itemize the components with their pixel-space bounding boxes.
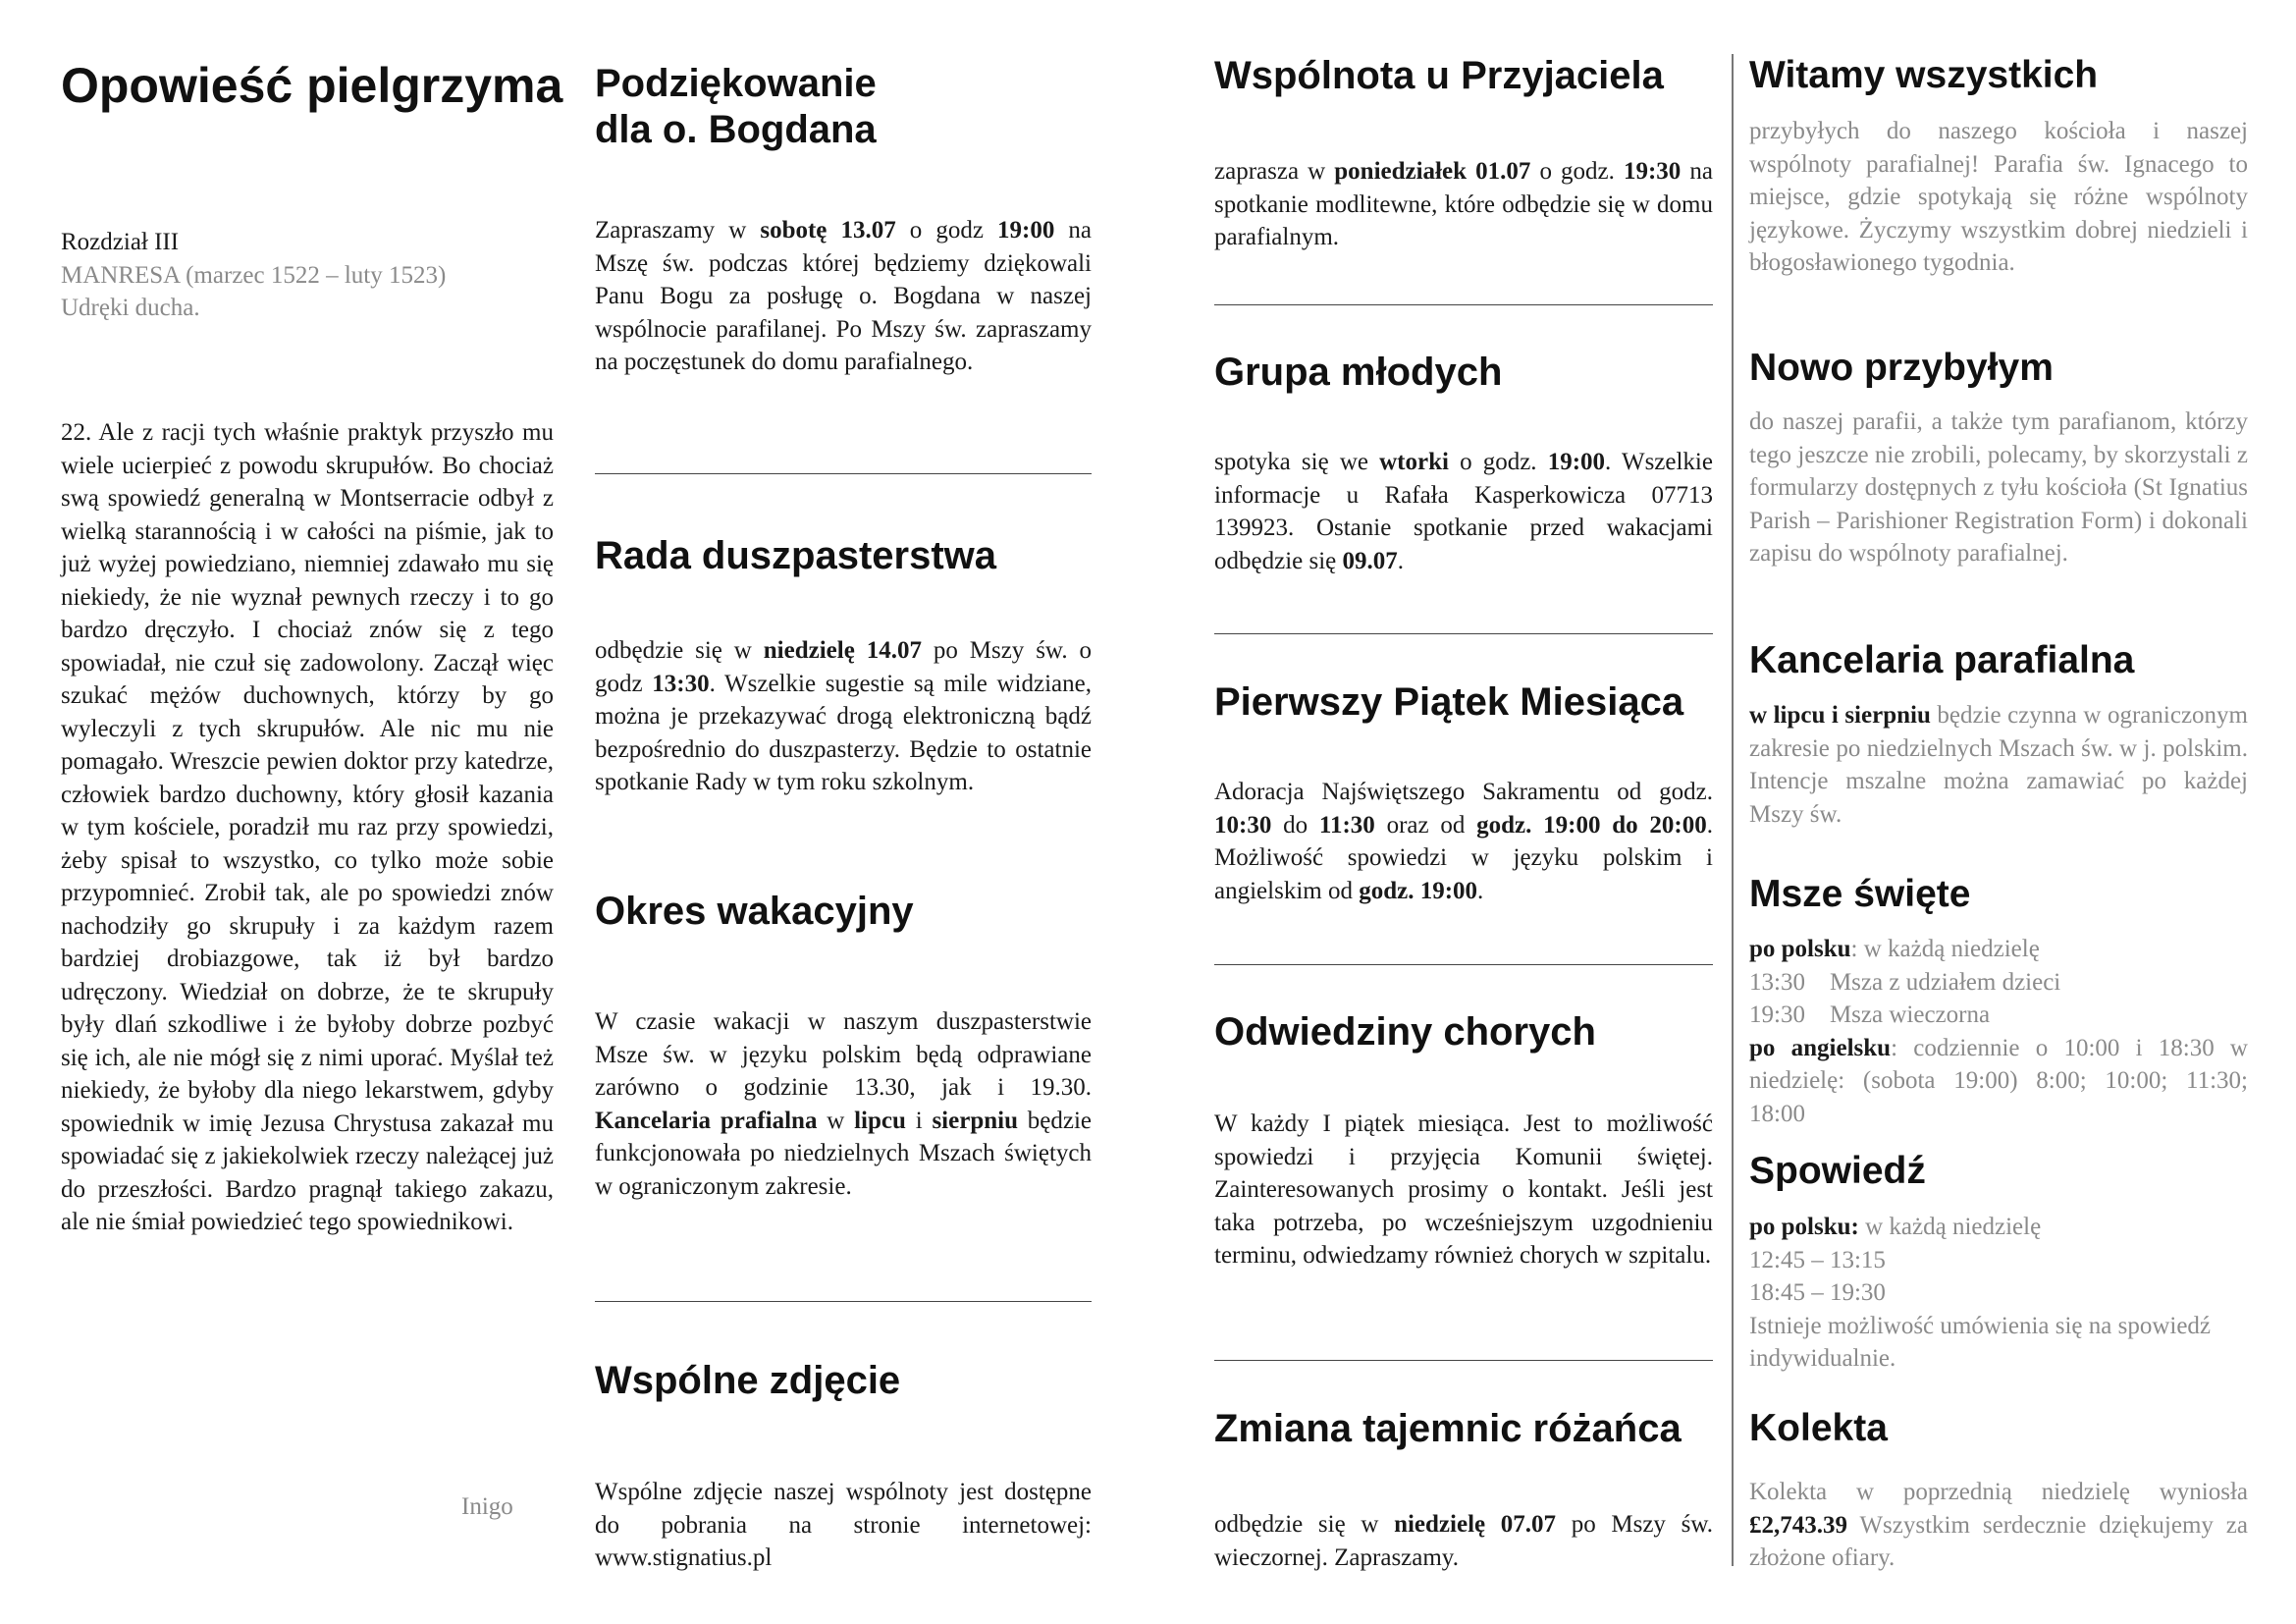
holiday-title: Okres wakacyjny xyxy=(595,890,914,933)
divider xyxy=(1214,964,1713,965)
youth-text: spotyka się we wtorki o godz. 19:00. Wszelkie informacje u Rafała Kasperkowicza 07713 139923. Ostanie spotkanie przed wakacjami odbędzie się 09.07. xyxy=(1214,449,1713,574)
council-text: odbędzie się w niedzielę 14.07 po Mszy św. o godz 13:30. Wszelkie sugestie są mile widziane, można je przekazywać drogą elektroniczną bądź bezpośrednio do duszpasterzy. Będzie to ostatnie spotkanie Rady w tym roku szkolnym. xyxy=(595,637,1093,795)
holiday-text: W czasie wakacji w naszym duszpasterstwie Msze św. w języku polskim będą odprawiane zarówno o godzinie 13.30, jak i 19.30. Kancelaria prafialna w lipcu i sierpniu będzie funkcjonowała po niedzielnych Mszach świętych w ograniczonym zakresie. xyxy=(595,1008,1093,1200)
office-text: w lipcu i sierpniu będzie czynna w ograniczonym zakresie po niedzielnych Mszach św. w j. polskim. Intencje mszalne można zamawiać po każdej Mszy św. xyxy=(1749,702,2248,828)
column-separator xyxy=(1732,54,1734,1566)
friend-title: Wspólnota u Przyjaciela xyxy=(1214,54,1664,97)
chapter-label: Rozdział III xyxy=(61,229,180,255)
sick-title: Odwiedziny chorych xyxy=(1214,1010,1596,1054)
friday-text: Adoracja Najświętszego Sakramentu od godz. 10:30 do 11:30 oraz od godz. 19:00 do 20:00. Możliwość spowiedzi w języku polskim i angielskim od godz. 19:00. xyxy=(1214,779,1713,904)
friday-title: Pierwszy Piątek Miesiąca xyxy=(1214,680,1684,724)
chapter-subtitle: MANRESA (marzec 1522 – luty 1523) xyxy=(61,261,447,289)
mass-row: 19:30 Msza wieczorna xyxy=(1749,1001,1991,1028)
chapter-subtitle-2: Udręki ducha. xyxy=(61,295,200,321)
thanks-title: Podziękowanie dla o. Bogdana xyxy=(595,62,877,151)
masses-title: Msze święte xyxy=(1749,873,1971,915)
council-title: Rada duszpasterstwa xyxy=(595,534,997,577)
collection-text: Kolekta w poprzednią niedzielę wyniosła £2,743.39 Wszystkim serdecznie dziękujemy za złożone ofiary. xyxy=(1749,1479,2248,1571)
masses-block: po polsku: w każdą niedzielę 13:30 Msza z udziałem dzieci 19:30 Msza wieczorna po angielsku: codziennie o 10:00 i 18:30 w niedzielę: (sobota 19:00) 8:00; 10:00; 11:30; 18:00 xyxy=(1749,936,2248,1127)
divider xyxy=(1214,633,1713,634)
pilgrim-title: Opowieść pielgrzyma xyxy=(61,58,563,113)
photo-text: Wspólne zdjęcie naszej wspólnoty jest dostępne do pobrania na stronie internetowej: www.stignatius.pl xyxy=(595,1479,1092,1571)
divider xyxy=(1214,1360,1713,1361)
newcomers-title: Nowo przybyłym xyxy=(1749,347,2054,389)
mass-row: 13:30 Msza z udziałem dzieci xyxy=(1749,968,2061,996)
welcome-text: przybyłych do naszego kościoła i naszej wspólnoty parafialnej! Parafia św. Ignacego to miejsce, gdzie spotykają się różne wspólnoty językowe. Życzymy wszystkim dobrej niedzieli i błogosławionego tygodnia. xyxy=(1749,118,2248,276)
divider xyxy=(595,473,1092,474)
confession-title: Spowiedź xyxy=(1749,1150,1926,1192)
thanks-text: Zapraszamy w sobotę 13.07 o godz 19:00 na Mszę św. podczas której będziemy dziękowali Panu Bogu za posługę o. Bogdana w naszej wspólnocie parafilanej. Po Mszy św. zapraszamy na poczęstunek do domu parafialnego. xyxy=(595,217,1092,375)
divider xyxy=(1214,304,1713,305)
photo-title: Wspólne zdjęcie xyxy=(595,1359,901,1402)
pilgrim-signature: Inigo xyxy=(461,1493,513,1520)
collection-title: Kolekta xyxy=(1749,1407,1888,1449)
youth-title: Grupa młodych xyxy=(1214,351,1503,394)
confession-block: po polsku: w każdą niedzielę 12:45 – 13:15 18:45 – 19:30 Istnieje możliwość umówienia się na spowiedź indywidualnie. xyxy=(1749,1214,2212,1372)
newcomers-text: do naszej parafii, a także tym parafianom, którzy tego jeszcze nie zrobili, polecamy, by skorzystali z formularzy dostępnych z tyłu kościoła (St Ignatius Parish – Parishioner Registration Form) i dokonali zapisu do wspólnoty parafialnej. xyxy=(1749,408,2248,567)
pilgrim-text: 22. Ale z racji tych właśnie praktyk przyszło mu wiele ucierpieć z powodu skrupułów. Bo chociaż swą spowiedź generalną w Montserracie odbył z wielką starannością i w całości na piśmie, jak to już wyżej powiedziano, niemniej zdawało mu się niekiedy, że nie wyznał pewnych rzeczy i to go bardzo dręczyło. I chociaż znów się z tego spowiadał, nie czuł się zadowolony. Zaczął więc szukać mężów duchownych, którzy by go wyleczyli z tych skrupułów. Ale nic mu nie pomagało. Wreszcie pewien doktor przy katedrze, człowiek bardzo duchowny, który głosił kazania w tym kościele, poradził mu raz przy spowiedzi, żeby spisał to wszystko, co tylko może sobie przypomnieć. Zrobił tak, ale po spowiedzi znów nachodziły go skrupuły i za każdym razem bardziej drobiazgowe, tak iż był bardzo udręczony. Wiedział on dobrze, że te skrupuły były dlań szkodliwe i że byłoby dobrze pozbyć się ich, ale nie mógł się z nimi uporać. Myślał też niekiedy, że byłoby dla niego lekarstwem, gdyby spowiednik w imię Jezusa Chrystusa zakazał mu spowiadać się z jakiekolwiek rzeczy należącej już do przeszłości. Bardzo pragnął takiego zakazu, ale nie śmiał powiedzieć tego spowiednikowi. xyxy=(61,419,554,1235)
office-title: Kancelaria parafialna xyxy=(1749,639,2135,681)
rosary-text: odbędzie się w niedzielę 07.07 po Mszy św. wieczornej. Zapraszamy. xyxy=(1214,1511,1714,1571)
rosary-title: Zmiana tajemnic różańca xyxy=(1214,1407,1682,1450)
welcome-title: Witamy wszystkich xyxy=(1749,54,2099,96)
friend-text: zaprasza w poniedziałek 01.07 o godz. 19:30 na spotkanie modlitewne, które odbędzie się w domu parafialnym. xyxy=(1214,158,1713,250)
sick-text: W każdy I piątek miesiąca. Jest to możliwość spowiedzi i przyjęcia Komunii świętej. Zainteresowanych prosimy o kontakt. Jeśli jest taka potrzeba, po wcześniejszym uzgodnieniu terminu, odwiedzamy również chorych w szpitalu. xyxy=(1214,1110,1713,1269)
divider xyxy=(595,1301,1092,1302)
